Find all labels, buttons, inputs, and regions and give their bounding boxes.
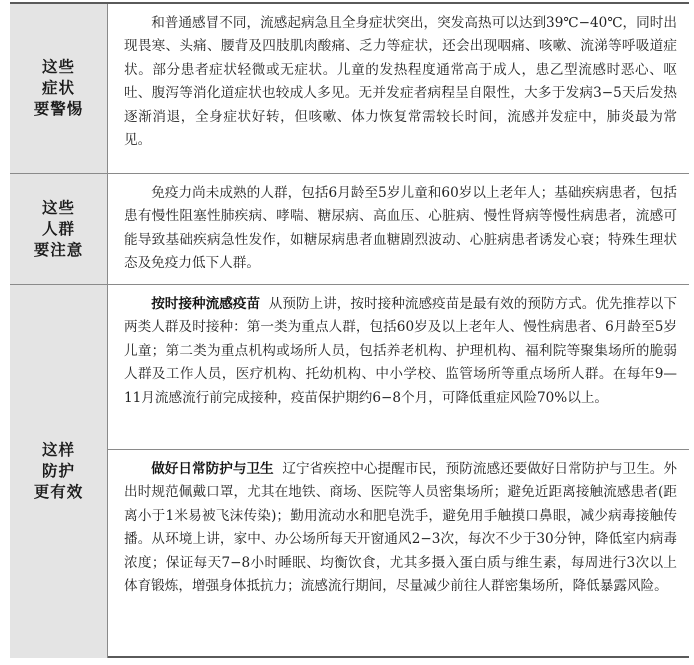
hygiene-heading: 做好日常防护与卫生 (151, 461, 274, 477)
symptoms-paragraph: 和普通感冒不同，流感起病急且全身症状突出，突发高热可以达到39℃−40℃，同时出现畏寒、头痛、腰背及四肢肌肉酸痛、乏力等症状，还会出现咽痛、咳嗽、流涕等呼吸道症状。部分患者症状轻微或无症状。儿童的发热程度通常高于成人，患乙型流感时恶心、呕吐、腹泻等消化道症状也较成人多见。无并发症者病程呈自限性，大多于发病3−5天后发热逐渐消退，全身症状好转，但咳嗽、体力恢复常需较长时间，流感并发症中，肺炎最为常见。 (124, 15, 677, 149)
row-label: 这些 症状 要警惕 (33, 58, 84, 118)
hygiene-text: 辽宁省疾控中心提醒市民，预防流感还要做好日常防护与卫生。外出时规范佩戴口罩，尤其在地铁、商场、医院等人员密集场所；避免近距离接触流感患者(距离小于1米易被飞沫传染)；勤用流动水和肥皂洗手，避免用手触摸口鼻眼，减少病毒接触传播。从环境上讲，家中、办公场所每天开窗通风2−3次，每次不少于30分钟，降低室内病毒浓度；保证每天7−8小时睡眠、均衡饮食，尤其多摄入蛋白质与维生素，每周进行3次以上体育锻炼，增强身体抵抗力；流感流行期间，尽量减少前往人群密集场所，降低暴露风险。 (124, 461, 678, 595)
vaccine-section (108, 285, 689, 450)
row-label-cell (10, 4, 108, 173)
vaccine-text: 从预防上讲，按时接种流感疫苗是最有效的预防方式。优先推荐以下两类人群及时接种：第一类为重点人群，包括60岁及以上老年人、慢性病患者、6月龄至5岁儿童；第二类为重点机构或场所人员，包括养老机构、护理机构、福利院等聚集场所的脆弱人群及工作人员，医疗机构、托幼机构、中小学校、监管场所等重点场所人群。在每年9—11月流感流行前完成接种，疫苗保护期约6−8个月，可降低重症风险70%以上。 (124, 296, 678, 406)
row-content-cell (108, 285, 689, 658)
row-label: 这样 防护 更有效 (33, 441, 84, 501)
row-content-cell (108, 4, 689, 173)
hygiene-section (108, 450, 689, 658)
info-table (10, 2, 689, 658)
table-row-symptoms (10, 4, 689, 174)
vaccine-paragraph (108, 285, 689, 410)
row-label-cell (10, 285, 108, 658)
table-row-protection (10, 285, 689, 658)
risk-groups-paragraph: 免疫力尚未成熟的人群，包括6月龄至5岁儿童和60岁以上老年人；基础疾病患者，包括患有慢性阻塞性肺疾病、哮喘、糖尿病、高血压、心脏病、慢性肾病等慢性病患者，流感可能导致基础疾病急性发作，如糖尿病患者血糖剧烈波动、心脏病患者诱发心衰；特殊生理状态及免疫力低下人群。 (124, 185, 677, 272)
table-row-risk-groups (10, 174, 689, 285)
row-label-cell (10, 174, 108, 284)
row-content-cell (108, 174, 689, 284)
hygiene-paragraph (108, 450, 689, 598)
vaccine-heading: 按时接种流感疫苗 (151, 296, 261, 312)
row-label: 这些 人群 要注意 (33, 198, 84, 259)
